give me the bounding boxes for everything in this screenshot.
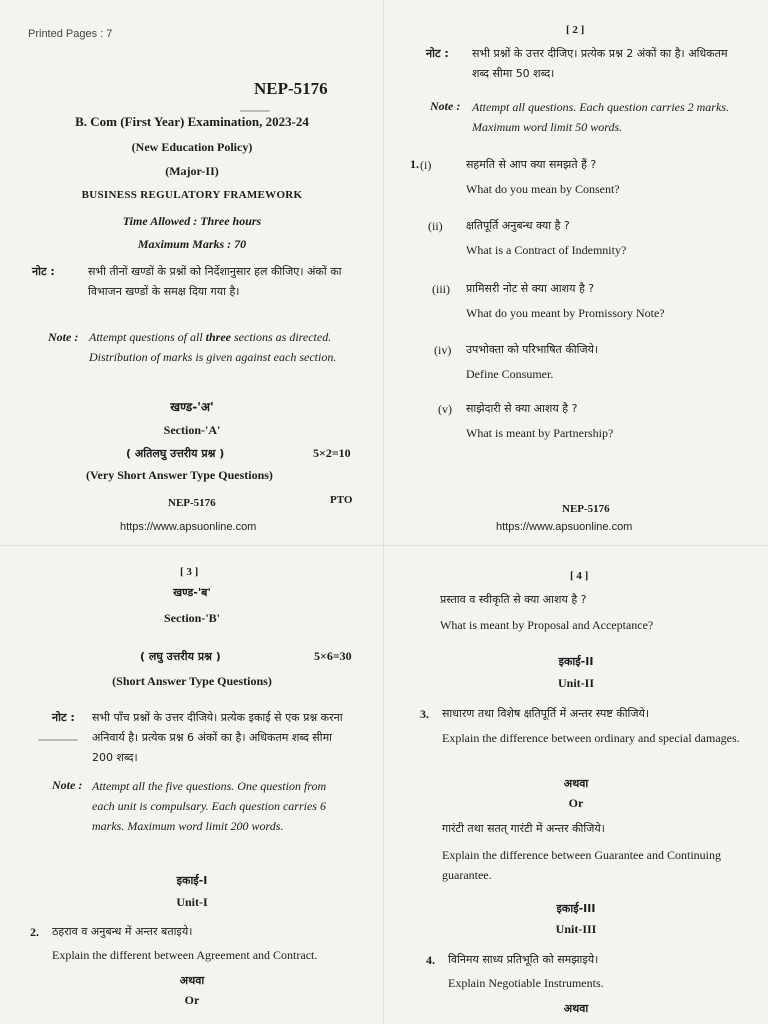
question-3-hindi: साधारण तथा विशेष क्षतिपूर्ति में अन्तर स्पष्ट कीजिये।: [442, 707, 650, 720]
page-number: [ 3 ]: [180, 566, 199, 578]
sub-question-hindi: उपभोक्ता को परिभाषित कीजिये।: [466, 343, 599, 356]
pto-label: PTO: [330, 494, 353, 506]
sub-question-number: (i): [420, 158, 432, 172]
sub-question-english: What do you mean by Consent?: [466, 182, 620, 196]
note-english-text: Attempt all questions. Each question carries 2 marks. Maximum word limit 50 words.: [472, 100, 729, 134]
ink-mark: [240, 110, 270, 112]
question-4-number: 4.: [426, 953, 435, 967]
section-a-heading: Section-'A': [163, 423, 221, 437]
footer-url: https://www.apsuonline.com: [120, 521, 257, 533]
unit-1-heading: Unit-I: [176, 895, 208, 909]
note-hindi-label: नोट :: [426, 47, 449, 60]
section-b-marks: 5×6=30: [314, 649, 352, 663]
note-hindi-text: सभी प्रश्नों के उत्तर दीजिए। प्रत्येक प्रश्न 2 अंकों का है। अधिकतम शब्द सीमा 50 शब्द।: [472, 47, 728, 80]
unit-3-heading: Unit-III: [555, 922, 597, 936]
note-hindi-label: नोट :: [52, 711, 75, 724]
exam-title: B. Com (First Year) Examination, 2023-24: [75, 114, 309, 129]
section-a-marks: 5×2=10: [313, 446, 351, 460]
question-4-english: Explain Negotiable Instruments.: [448, 976, 604, 990]
page-4: [384, 545, 768, 1024]
unit-2-hindi: इकाई-II: [558, 655, 594, 668]
note-english-text: Attempt questions of all three sections as directed. Distribution of marks is given against each section.: [89, 330, 337, 364]
or-hindi-2: अथवा: [563, 1002, 589, 1015]
printed-pages-label: Printed Pages : 7: [28, 28, 113, 40]
section-b-hindi: खण्ड-'ब': [173, 586, 211, 599]
or-hindi: अथवा: [179, 974, 205, 987]
sub-question-number: (iv): [434, 343, 452, 357]
question-2-hindi: ठहराव व अनुबन्ध में अन्तर बताइये।: [52, 925, 193, 938]
footer-paper-code: NEP-5176: [168, 497, 216, 509]
major-line: (Major-II): [165, 164, 219, 178]
question-2-or-hindi: प्रस्ताव व स्वीकृति से क्या आशय है ?: [440, 593, 587, 606]
unit-1-hindi: इकाई-I: [176, 874, 208, 887]
question-4-hindi: विनिमय साध्य प्रतिभूति को समझाइये।: [448, 953, 599, 966]
footer-url: https://www.apsuonline.com: [496, 521, 633, 533]
note-english-label: Note :: [430, 99, 461, 113]
question-3-or-hindi: गारंटी तथा सतत् गारंटी में अन्तर कीजिये।: [442, 822, 605, 835]
sub-question-hindi: क्षतिपूर्ति अनुबन्ध क्या है ?: [466, 219, 570, 232]
or-hindi: अथवा: [563, 777, 589, 790]
section-a-type-hindi: ( अतिलघु उत्तरीय प्रश्न ): [126, 447, 225, 460]
question-3-number: 3.: [420, 707, 429, 721]
section-a-type-english: (Very Short Answer Type Questions): [86, 468, 273, 482]
sub-question-number: (v): [438, 402, 452, 416]
sub-question-number: (iii): [432, 282, 450, 296]
section-a-hindi: खण्ड-'अ': [170, 400, 214, 414]
note-english-label: Note :: [48, 330, 79, 344]
question-3-english: Explain the difference between ordinary and special damages.: [442, 731, 740, 745]
question-2-english: Explain the different between Agreement and Contract.: [52, 948, 318, 962]
note-hindi-label: नोट :: [32, 265, 55, 278]
sub-question-english: Define Consumer.: [466, 367, 554, 381]
page-2: [384, 0, 768, 545]
ink-mark: [38, 739, 78, 741]
question-3-or-english: Explain the difference between Guarantee and Continuing guarantee.: [442, 848, 722, 882]
question-2-number: 2.: [30, 925, 39, 939]
question-2-or-english: What is meant by Proposal and Acceptance?: [440, 618, 654, 632]
note-hindi-text: सभी तीनों खण्डों के प्रश्नों को निर्देशानुसार हल कीजिए। अंकों का विभाजन खण्डों के समक्ष दिया गया है।: [88, 265, 342, 298]
maximum-marks: Maximum Marks : 70: [137, 237, 247, 251]
sub-question-hindi: सहमति से आप क्या समझते हैं ?: [466, 158, 597, 171]
sub-question-hindi: साझेदारी से क्या आशय है ?: [466, 402, 578, 415]
page-1: [0, 0, 384, 545]
sub-question-english: What do you meant by Promissory Note?: [466, 306, 665, 320]
or-english: Or: [568, 796, 584, 810]
time-allowed: Time Allowed : Three hours: [122, 214, 262, 228]
note-hindi-text: सभी पाँच प्रश्नों के उत्तर दीजिये। प्रत्येक इकाई से एक प्रश्न करना अनिवार्य है। प्रत्येक प्रश्न 6 अंकों का है। अधिकतम शब्द सीमा 200 शब्द।: [92, 711, 343, 764]
sub-question-english: What is a Contract of Indemnity?: [466, 243, 627, 257]
section-b-type-english: (Short Answer Type Questions): [112, 674, 272, 688]
section-b-heading: Section-'B': [164, 611, 220, 625]
subject-title: BUSINESS REGULATORY FRAMEWORK: [81, 189, 303, 201]
or-english: Or: [184, 993, 200, 1007]
page-3: [0, 545, 384, 1024]
sub-question-english: What is meant by Partnership?: [466, 426, 614, 440]
page-number: [ 4 ]: [570, 570, 589, 582]
section-b-type-hindi: ( लघु उत्तरीय प्रश्न ): [140, 650, 221, 663]
policy-line: (New Education Policy): [131, 140, 253, 154]
note-english-text: Attempt all the five questions. One question from each unit is compulsary. Each question carries 6 marks. Maximum word limit 200 words.: [92, 779, 327, 833]
unit-3-hindi: इकाई-III: [556, 902, 596, 915]
paper-code-header: NEP-5176: [254, 79, 328, 98]
note-english-label: Note :: [52, 778, 83, 792]
unit-2-heading: Unit-II: [557, 676, 594, 690]
question-1-number: 1.: [410, 157, 419, 171]
sub-question-number: (ii): [428, 219, 443, 233]
sub-question-hindi: प्रामिसरी नोट से क्या आशय है ?: [466, 282, 595, 295]
page-number: [ 2 ]: [566, 24, 585, 36]
footer-paper-code: NEP-5176: [562, 503, 610, 515]
